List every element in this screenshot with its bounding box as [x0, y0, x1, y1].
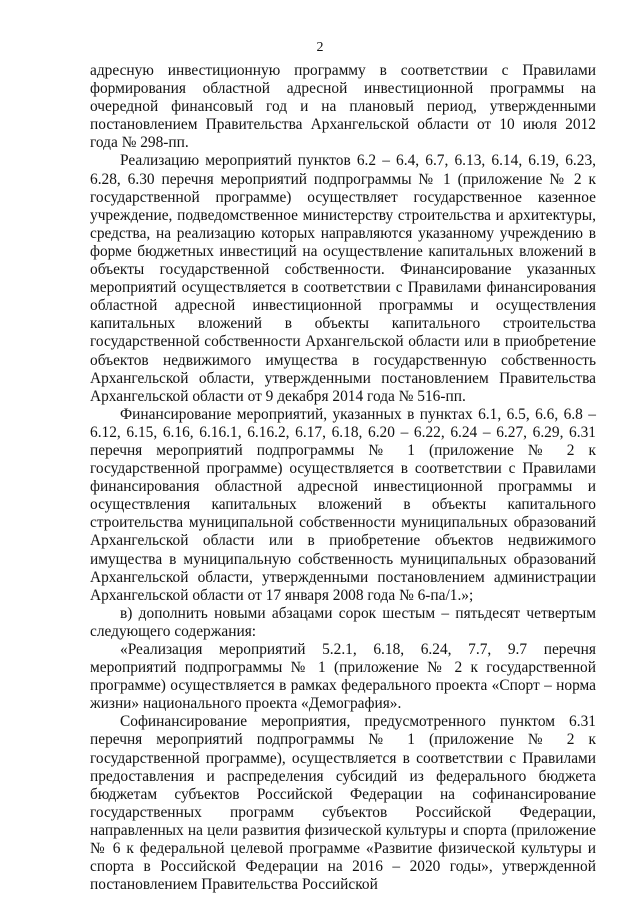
paragraph-federal-project-sport: «Реализация мероприятий 5.2.1, 6.18, 6.24, 7.7, 9.7 перечня мероприятий подпрограммы № 1 (приложение № 2 к государственной программе) осуществляется в рамках федерального проекта «Спорт – норма жизни» национального проекта «Демография».: [90, 641, 596, 713]
document-body: [90, 62, 596, 894]
paragraph-state-institution-implementation: Реализацию мероприятий пунктов 6.2 – 6.4, 6.7, 6.13, 6.14, 6.19, 6.23, 6.28, 6.30 перечня мероприятий подпрограммы № 1 (приложение № 2 к государственной программе) осуществляет государственное казенное учреждение, подведомственное министерству строительства и архитектуры, средства, на реализацию которых направляются указанному учреждению в форме бюджетных инвестиций на осуществление капитальных вложений в объекты государственной собственности. Финансирование указанных мероприятий осуществляется в соответствии с Правилами финансирования областной адресной инвестиционной программы и осуществления капитальных вложений в объекты капитального строительства государственной собственности Архангельской области или в приобретение объектов недвижимого имущества в государственную собственность Архангельской области, утвержденными постановлением Правительства Архангельской области от 9 декабря 2014 года № 516-пп.: [90, 152, 596, 405]
paragraph-investment-program-rules: адресную инвестиционную программу в соответствии с Правилами формирования областной адресной инвестиционной программы на очередной финансовый год и на плановый период, утвержденными постановлением Правительства Архангельской области от 10 июля 2012 года № 298-пп.: [90, 62, 596, 152]
paragraph-cofinancing: Софинансирование мероприятия, предусмотренного пунктом 6.31 перечня мероприятий подпрограммы № 1 (приложение № 2 к государственной программе), осуществляется в соответствии с Правилами предоставления и распределения субсидий из федерального бюджета бюджетам субъектов Российской Федерации на софинансирование государственных программ субъектов Российской Федерации, направленных на цели развития физической культуры и спорта (приложение № 6 к федеральной целевой программе «Развитие физической культуры и спорта в Российской Федерации на 2016 – 2020 годы», утвержденной постановлением Правительства Российской: [90, 713, 596, 894]
page-number: 2: [316, 40, 324, 55]
paragraph-municipal-financing: Финансирование мероприятий, указанных в пунктах 6.1, 6.5, 6.6, 6.8 – 6.12, 6.15, 6.16, 6.16.1, 6.16.2, 6.17, 6.18, 6.20 – 6.22, 6.24 – 6.27, 6.29, 6.31 перечня мероприятий подпрограммы № 1 (приложение № 2 к государственной программе) осуществляется в соответствии с Правилами финансирования областной адресной инвестиционной программы и осуществления капитальных вложений в объекты капитального строительства муниципальной собственности муниципальных образований Архангельской области или в приобретение объектов недвижимого имущества в муниципальную собственность муниципальных образований Архангельской области, утвержденными постановлением администрации Архангельской области от 17 января 2008 года № 6-па/1.»;: [90, 405, 596, 604]
paragraph-amendment-instruction: в) дополнить новыми абзацами сорок шестым – пятьдесят четвертым следующего содержания:: [90, 604, 596, 640]
